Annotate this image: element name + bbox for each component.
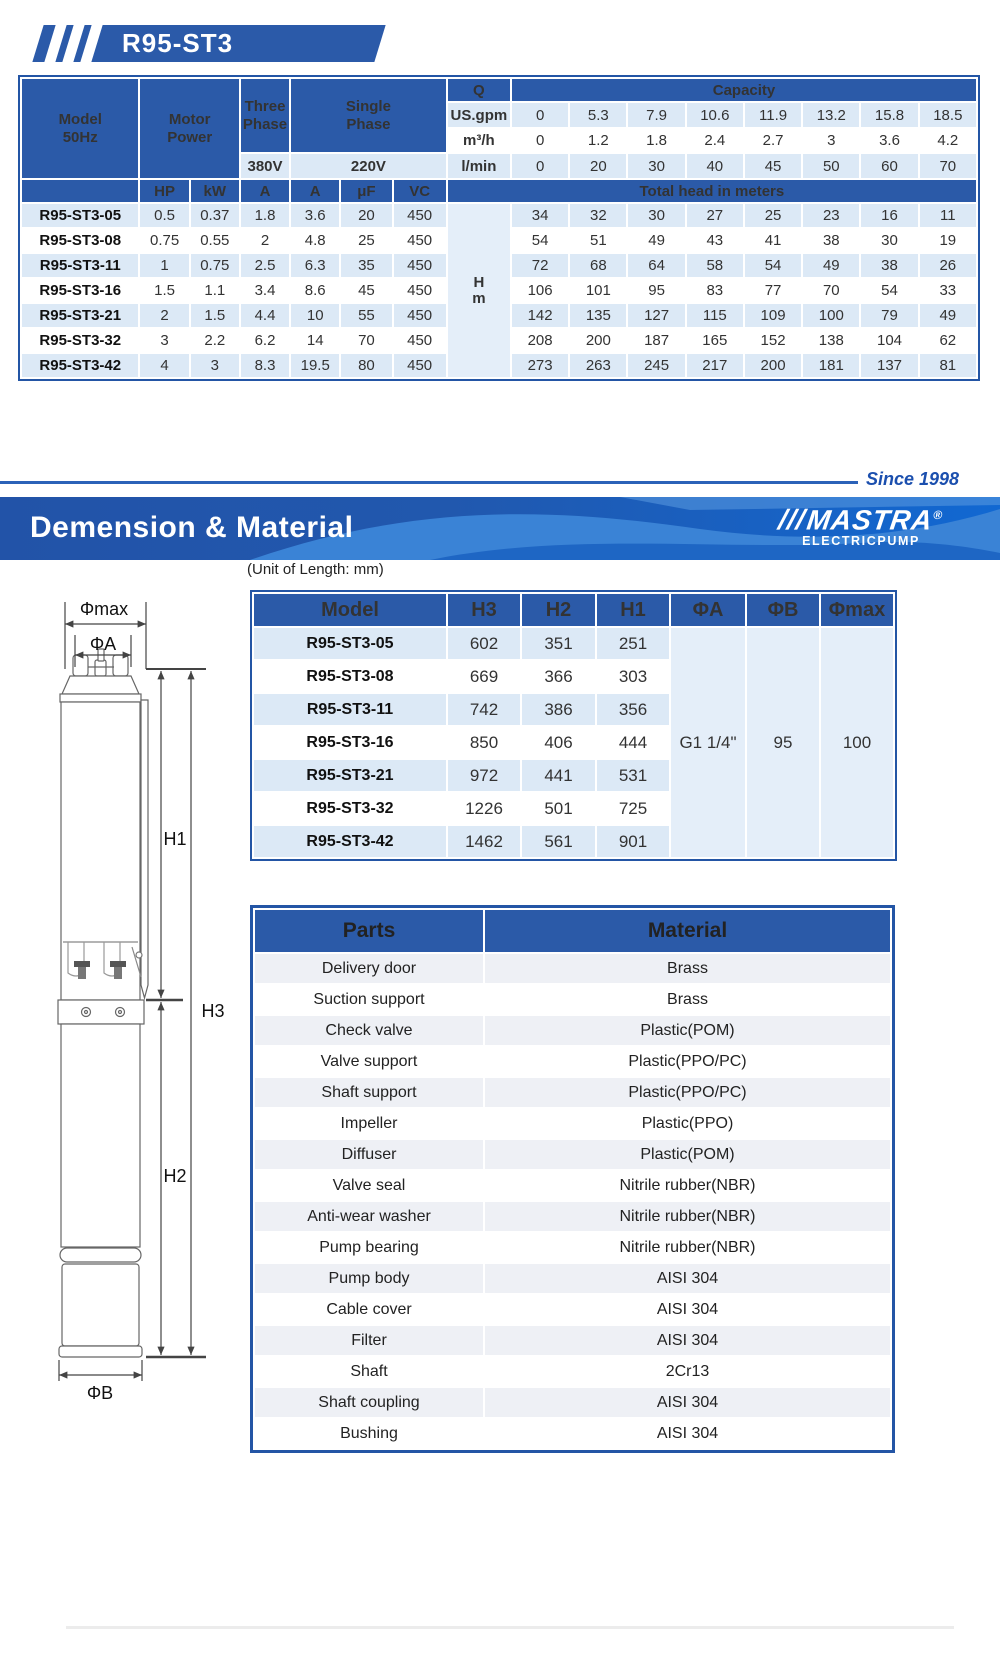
dim-h1: 444 [597, 727, 669, 758]
head-value: 11 [920, 204, 976, 227]
header-three-phase: Three Phase [241, 79, 289, 152]
parts-row [255, 954, 890, 983]
head-value: 51 [570, 229, 626, 252]
footer-divider [66, 1626, 954, 1629]
head-value: 200 [570, 329, 626, 352]
dim-label-h3: H3 [201, 1001, 225, 1021]
head-value: 263 [570, 354, 626, 377]
dim-h3: 850 [448, 727, 520, 758]
spec-a220: 8.6 [291, 279, 339, 302]
dim-header-h3: H3 [448, 594, 520, 626]
part-name: Pump body [255, 1264, 483, 1293]
head-value: 72 [512, 254, 568, 277]
part-material: Plastic(POM) [485, 1016, 890, 1045]
dim-h3: 1462 [448, 826, 520, 857]
head-value: 33 [920, 279, 976, 302]
parts-row [255, 1016, 890, 1045]
part-name: Valve support [255, 1047, 483, 1076]
capacity-value: 1.2 [570, 129, 626, 152]
spec-hp: 0.5 [140, 204, 188, 227]
header-uf: μF [341, 180, 391, 202]
spec-vc: 450 [394, 354, 446, 377]
head-value: 26 [920, 254, 976, 277]
header-capacity: Capacity [512, 79, 976, 101]
capacity-value: 0 [512, 103, 568, 127]
parts-row [255, 1202, 890, 1231]
spec-vc: 450 [394, 279, 446, 302]
pump-dimension-drawing [38, 557, 250, 1407]
capacity-value: 60 [861, 154, 917, 178]
head-value: 83 [687, 279, 743, 302]
part-material: Brass [485, 954, 890, 983]
dim-header-phib: ΦB [747, 594, 819, 626]
head-value: 115 [687, 304, 743, 327]
header-q: Q [448, 79, 510, 101]
spec-hp: 3 [140, 329, 188, 352]
head-value: 81 [920, 354, 976, 377]
material-header: Material [485, 910, 890, 952]
spec-kw: 0.55 [191, 229, 239, 252]
spec-uf: 35 [341, 254, 391, 277]
capacity-value: 3.6 [861, 129, 917, 152]
spec-model: R95-ST3-11 [22, 254, 138, 277]
spec-kw: 0.37 [191, 204, 239, 227]
head-value: 79 [861, 304, 917, 327]
brand-name [754, 500, 969, 535]
head-value: 181 [803, 354, 859, 377]
part-material: 2Cr13 [485, 1357, 890, 1386]
capacity-value: 18.5 [920, 103, 976, 127]
brand-subtitle: ELECTRICPUMP [802, 534, 920, 549]
capacity-value: 50 [803, 154, 859, 178]
brand-logo [756, 500, 966, 548]
head-value: 64 [628, 254, 684, 277]
part-name: Impeller [255, 1109, 483, 1138]
dim-label-phib: ΦB [86, 1383, 114, 1403]
head-value: 217 [687, 354, 743, 377]
part-name: Suction support [255, 985, 483, 1014]
head-value: 106 [512, 279, 568, 302]
spec-header-row [22, 79, 976, 101]
parts-row [255, 1140, 890, 1169]
spec-a220: 6.3 [291, 254, 339, 277]
dim-model: R95-ST3-16 [254, 727, 446, 758]
dim-header-phia: ΦA [671, 594, 745, 626]
spec-model: R95-ST3-32 [22, 329, 138, 352]
capacity-value: 30 [628, 154, 684, 178]
spec-uf: 55 [341, 304, 391, 327]
part-name: Cable cover [255, 1295, 483, 1324]
parts-table [250, 905, 895, 1453]
capacity-value: 1.8 [628, 129, 684, 152]
capacity-value: 7.9 [628, 103, 684, 127]
header-220v: 220V [291, 154, 446, 178]
brand-slashes-icon: /// [776, 504, 808, 536]
spec-a380: 1.8 [241, 204, 289, 227]
header-total-head: Total head in meters [448, 180, 976, 202]
dim-model: R95-ST3-32 [254, 793, 446, 824]
spec-vc: 450 [394, 254, 446, 277]
head-value: 127 [628, 304, 684, 327]
dim-h2: 441 [522, 760, 595, 791]
part-name: Filter [255, 1326, 483, 1355]
head-value: 41 [745, 229, 801, 252]
dim-h1: 303 [597, 661, 669, 692]
spec-vc: 450 [394, 204, 446, 227]
head-value: 43 [687, 229, 743, 252]
dim-h1: 531 [597, 760, 669, 791]
part-material: Nitrile rubber(NBR) [485, 1171, 890, 1200]
spec-vc: 450 [394, 229, 446, 252]
dim-h3: 669 [448, 661, 520, 692]
head-value: 30 [861, 229, 917, 252]
capacity-value: 0 [512, 129, 568, 152]
head-value: 137 [861, 354, 917, 377]
part-name: Shaft [255, 1357, 483, 1386]
head-value: 49 [920, 304, 976, 327]
divider-line [0, 481, 858, 484]
section-title: Demension & Material [30, 511, 354, 544]
spec-a380: 3.4 [241, 279, 289, 302]
spec-uf: 20 [341, 204, 391, 227]
dim-h2: 501 [522, 793, 595, 824]
head-value: 152 [745, 329, 801, 352]
header-blank [22, 180, 138, 202]
head-value: 54 [861, 279, 917, 302]
part-material: Plastic(PPO/PC) [485, 1078, 890, 1107]
capacity-value: 45 [745, 154, 801, 178]
dim-h2: 386 [522, 694, 595, 725]
part-name: Valve seal [255, 1171, 483, 1200]
parts-row [255, 1264, 890, 1293]
parts-row [255, 1109, 890, 1138]
spec-a380: 2 [241, 229, 289, 252]
dim-model: R95-ST3-42 [254, 826, 446, 857]
spec-uf: 70 [341, 329, 391, 352]
dim-h1: 901 [597, 826, 669, 857]
spec-a380: 4.4 [241, 304, 289, 327]
header-vc: VC [394, 180, 446, 202]
head-value: 32 [570, 204, 626, 227]
dim-model: R95-ST3-21 [254, 760, 446, 791]
head-value: 25 [745, 204, 801, 227]
head-value: 38 [861, 254, 917, 277]
parts-row [255, 1326, 890, 1355]
head-value: 68 [570, 254, 626, 277]
dim-h3: 1226 [448, 793, 520, 824]
head-value: 34 [512, 204, 568, 227]
head-value: 142 [512, 304, 568, 327]
head-value: 200 [745, 354, 801, 377]
part-material: AISI 304 [485, 1388, 890, 1417]
spec-vc: 450 [394, 304, 446, 327]
head-value: 245 [628, 354, 684, 377]
capacity-value: 70 [920, 154, 976, 178]
part-name: Check valve [255, 1016, 483, 1045]
dimension-table [250, 590, 897, 861]
head-value: 62 [920, 329, 976, 352]
dim-model: R95-ST3-11 [254, 694, 446, 725]
dim-merged-phi-max: 100 [821, 628, 893, 857]
head-value: 138 [803, 329, 859, 352]
capacity-value: 20 [570, 154, 626, 178]
spec-subheader-row [22, 180, 976, 202]
capacity-value: 11.9 [745, 103, 801, 127]
capacity-value: 13.2 [803, 103, 859, 127]
spec-kw: 0.75 [191, 254, 239, 277]
part-name: Shaft coupling [255, 1388, 483, 1417]
spec-a220: 3.6 [291, 204, 339, 227]
head-value: 49 [628, 229, 684, 252]
head-value: 273 [512, 354, 568, 377]
header-single-phase: Single Phase [291, 79, 446, 152]
header-hp: HP [140, 180, 188, 202]
capacity-value: 3 [803, 129, 859, 152]
capacity-value: 5.3 [570, 103, 626, 127]
spec-kw: 2.2 [191, 329, 239, 352]
spec-a220: 14 [291, 329, 339, 352]
spec-model: R95-ST3-05 [22, 204, 138, 227]
spec-uf: 25 [341, 229, 391, 252]
dim-h2: 351 [522, 628, 595, 659]
spec-hp: 1 [140, 254, 188, 277]
head-value: 19 [920, 229, 976, 252]
parts-row [255, 1295, 890, 1324]
dimension-header-row [254, 594, 893, 626]
dim-merged-phi-a: G1 1/4" [671, 628, 745, 857]
head-unit-cell: H m [448, 204, 510, 377]
spec-uf: 80 [341, 354, 391, 377]
dim-model: R95-ST3-08 [254, 661, 446, 692]
spec-row [22, 204, 976, 227]
spec-hp: 1.5 [140, 279, 188, 302]
spec-table [18, 75, 980, 381]
parts-row [255, 1357, 890, 1386]
spec-kw: 1.5 [191, 304, 239, 327]
part-name: Bushing [255, 1419, 483, 1448]
dim-model: R95-ST3-05 [254, 628, 446, 659]
head-value: 135 [570, 304, 626, 327]
head-value: 77 [745, 279, 801, 302]
head-value: 109 [745, 304, 801, 327]
capacity-value: 4.2 [920, 129, 976, 152]
capacity-value: 0 [512, 154, 568, 178]
dim-merged-phi-b: 95 [747, 628, 819, 857]
part-name: Diffuser [255, 1140, 483, 1169]
spec-kw: 3 [191, 354, 239, 377]
spec-a220: 4.8 [291, 229, 339, 252]
header-motor-power: Motor Power [140, 79, 238, 178]
part-name: Delivery door [255, 954, 483, 983]
part-material: Plastic(POM) [485, 1140, 890, 1169]
dim-h3: 742 [448, 694, 520, 725]
brand-name-text: MASTRA [804, 504, 935, 536]
head-value: 187 [628, 329, 684, 352]
part-name: Shaft support [255, 1078, 483, 1107]
spec-a380: 8.3 [241, 354, 289, 377]
part-material: Plastic(PPO) [485, 1109, 890, 1138]
dim-header-phimax: Φmax [821, 594, 893, 626]
parts-row [255, 1078, 890, 1107]
header-model: Model 50Hz [22, 79, 138, 178]
spec-kw: 1.1 [191, 279, 239, 302]
part-material: Plastic(PPO/PC) [485, 1047, 890, 1076]
head-value: 70 [803, 279, 859, 302]
head-value: 208 [512, 329, 568, 352]
dim-label-phia: ΦA [89, 634, 117, 654]
spec-model: R95-ST3-42 [22, 354, 138, 377]
since-label: Since 1998 [866, 469, 960, 489]
head-value: 104 [861, 329, 917, 352]
spec-a220: 19.5 [291, 354, 339, 377]
capacity-value: 2.4 [687, 129, 743, 152]
model-title: R95-ST3 [122, 28, 234, 58]
part-name: Anti-wear washer [255, 1202, 483, 1231]
dim-h3: 602 [448, 628, 520, 659]
capacity-value: 2.7 [745, 129, 801, 152]
parts-row [255, 1171, 890, 1200]
spec-hp: 2 [140, 304, 188, 327]
header-380v: 380V [241, 154, 289, 178]
dim-label-phimax: Φmax [79, 599, 129, 619]
part-material: Nitrile rubber(NBR) [485, 1202, 890, 1231]
header-usgpm: US.gpm [448, 103, 510, 127]
dim-header-h1: H1 [597, 594, 669, 626]
spec-model: R95-ST3-16 [22, 279, 138, 302]
part-material: Brass [485, 985, 890, 1014]
capacity-value: 10.6 [687, 103, 743, 127]
unit-note: (Unit of Length: mm) [247, 561, 384, 578]
parts-row [255, 1233, 890, 1262]
head-value: 95 [628, 279, 684, 302]
head-value: 165 [687, 329, 743, 352]
dim-h2: 406 [522, 727, 595, 758]
dim-label-h2: H2 [163, 1166, 187, 1186]
spec-hp: 0.75 [140, 229, 188, 252]
header-a-220: A [291, 180, 339, 202]
part-material: AISI 304 [485, 1295, 890, 1324]
parts-row [255, 985, 890, 1014]
head-value: 49 [803, 254, 859, 277]
capacity-value: 40 [687, 154, 743, 178]
dim-h1: 725 [597, 793, 669, 824]
head-value: 58 [687, 254, 743, 277]
head-value: 38 [803, 229, 859, 252]
spec-hp: 4 [140, 354, 188, 377]
spec-model: R95-ST3-21 [22, 304, 138, 327]
capacity-value: 15.8 [861, 103, 917, 127]
dim-h1: 251 [597, 628, 669, 659]
registered-mark-icon: ® [932, 508, 945, 522]
parts-row [255, 1419, 890, 1448]
header-lmin: l/min [448, 154, 510, 178]
header-m3h: m³/h [448, 129, 510, 152]
dim-h2: 561 [522, 826, 595, 857]
head-value: 27 [687, 204, 743, 227]
part-material: AISI 304 [485, 1419, 890, 1448]
spec-a220: 10 [291, 304, 339, 327]
spec-model: R95-ST3-08 [22, 229, 138, 252]
head-value: 54 [512, 229, 568, 252]
head-value: 23 [803, 204, 859, 227]
head-value: 101 [570, 279, 626, 302]
head-value: 54 [745, 254, 801, 277]
spec-uf: 45 [341, 279, 391, 302]
dimension-row [254, 628, 893, 659]
head-value: 30 [628, 204, 684, 227]
parts-header: Parts [255, 910, 483, 952]
dim-h3: 972 [448, 760, 520, 791]
dim-h1: 356 [597, 694, 669, 725]
spec-a380: 6.2 [241, 329, 289, 352]
spec-vc: 450 [394, 329, 446, 352]
parts-row [255, 1388, 890, 1417]
section-banner [0, 497, 1000, 560]
header-a-380: A [241, 180, 289, 202]
banner-stripe-icon [80, 25, 102, 62]
part-name: Pump bearing [255, 1233, 483, 1262]
parts-header-row [255, 910, 890, 952]
head-value: 16 [861, 204, 917, 227]
spec-a380: 2.5 [241, 254, 289, 277]
part-material: AISI 304 [485, 1264, 890, 1293]
head-value: 100 [803, 304, 859, 327]
dim-label-h1: H1 [163, 829, 187, 849]
header-kw: kW [191, 180, 239, 202]
parts-row [255, 1047, 890, 1076]
dim-header-h2: H2 [522, 594, 595, 626]
part-material: Nitrile rubber(NBR) [485, 1233, 890, 1262]
dim-h2: 366 [522, 661, 595, 692]
part-material: AISI 304 [485, 1326, 890, 1355]
dim-header-model: Model [254, 594, 446, 626]
